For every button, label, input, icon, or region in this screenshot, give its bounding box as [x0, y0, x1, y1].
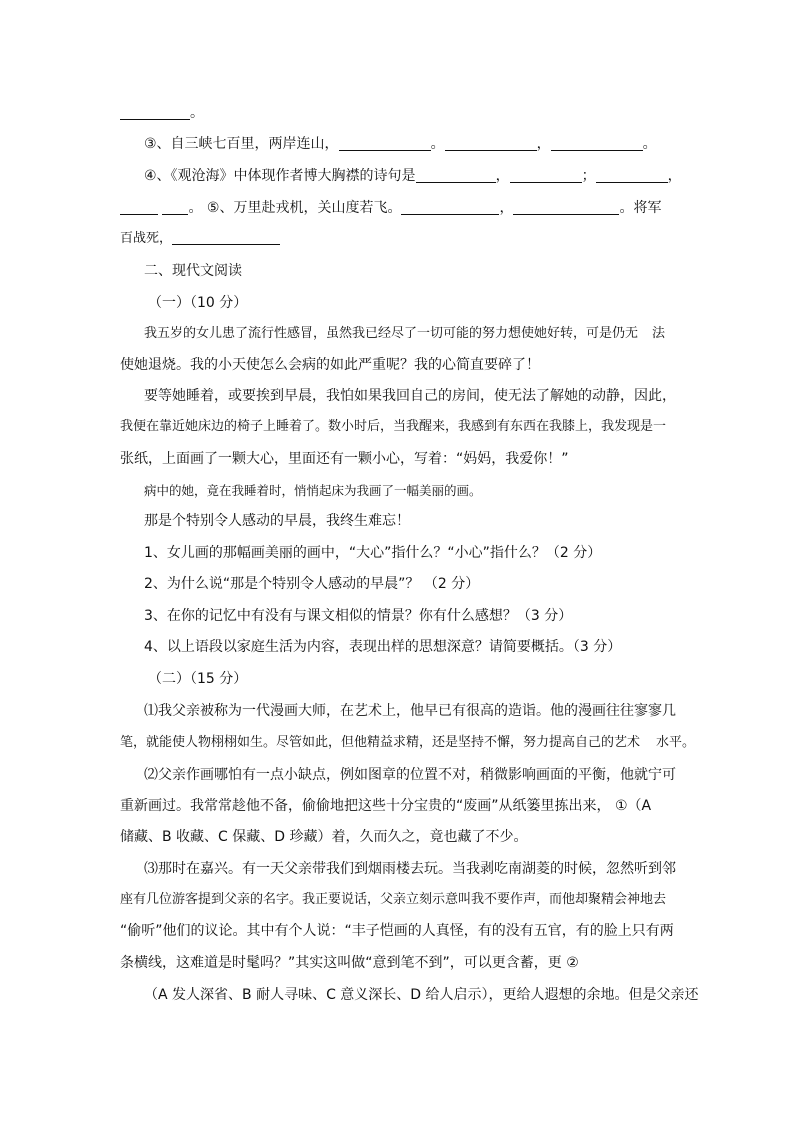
fill-text: ④、《观沧海》中体现作者博大胸襟的诗句是 [144, 168, 416, 184]
answer-blank [162, 200, 188, 215]
passage-2-line: 座有几位游客提到父亲的名字。我正要说话，父亲立刻示意叫我不要作声，而他却聚精会神地去 [120, 892, 667, 907]
fill-text: ； [581, 168, 596, 184]
fill-line-4 [120, 199, 661, 217]
passage-1-line: 使她退烧。我的小天使怎么会病的如此严重呢？我的心简直要碎了！ [120, 357, 540, 373]
answer-blank [172, 230, 280, 245]
question-3: 3、在你的记忆中有没有与课文相似的情景？你有什么感想？（3 分） [144, 608, 573, 624]
fill-text: ， [495, 168, 510, 184]
part-2-heading: （二）（15 分） [148, 671, 248, 687]
passage-2-line: 储藏、B 收藏、C 保藏、D 珍藏）着，久而久之，竟也藏了不少。 [120, 829, 528, 845]
passage-2-line: （A 发人深省、B 耐人寻味、C 意义深长、D 给人启示），更给人遐想的余地。但是父亲还 [144, 987, 699, 1003]
fill-line-3 [144, 167, 682, 185]
answer-blank [551, 136, 643, 151]
fill-text: ， [667, 168, 682, 184]
fill-text: ③、自三峡七百里，两岸连山， [144, 136, 339, 152]
answer-blank [416, 168, 496, 183]
fill-text: ， [536, 136, 551, 152]
fill-line-1 [120, 104, 204, 122]
fill-line-1-end: 。 [190, 105, 204, 121]
passage-1-line: 要等她睡着，或要挨到早晨，我怕如果我回自己的房间，使无法了解她的动静，因此， [144, 388, 676, 404]
fill-text: 。 [642, 136, 657, 152]
fill-text: 。 [430, 136, 445, 152]
passage-1-line: 我便在靠近她床边的椅子上睡着了。数小时后，当我醒来，我感到有东西在我膝上，我发现是一 [120, 419, 667, 434]
passage-2-line: ⑵父亲作画哪怕有一点小缺点，例如图章的位置不对，稍微影响画面的平衡，他就宁可 [144, 767, 676, 783]
passage-1-line: 张纸，上面画了一颗大心，里面还有一颗小心，写着：“妈妈，我爱你！” [120, 451, 569, 467]
answer-blank [596, 168, 668, 183]
fill-text: 百战死， [120, 231, 173, 246]
question-1: 1、女儿画的那幅画美丽的画中，“大心”指什么？“小心”指什么？（2 分） [144, 545, 602, 561]
fill-text: 。将军 [619, 200, 662, 216]
passage-1-line: 病中的她，竟在我睡着时，悄悄起床为我画了一幅美丽的画。 [144, 483, 482, 498]
answer-blank [513, 200, 619, 215]
passage-2-line: ⑴我父亲被称为一代漫画大师，在艺术上，他早已有很高的造诣。他的漫画往往寥寥几 [144, 703, 676, 719]
passage-2-line: ⑶那时在嘉兴。有一天父亲带我们到烟雨楼去玩。当我剥吃南湖菱的时候，忽然听到邻 [144, 861, 676, 877]
fill-text: ， [499, 200, 514, 216]
section-heading: 二、现代文阅读 [144, 263, 242, 279]
passage-2-line: 笔，就能使人物栩栩如生。尽管如此，但他精益求精，还是坚持不懈，努力提高自己的艺术 水平。 [120, 735, 696, 750]
passage-2-line: 重新画过。我常常趁他不备，偷偷地把这些十分宝贵的“废画”从纸篓里拣出来， ①（A [120, 798, 652, 814]
question-2: 2、为什么说“那是个特别令人感动的早晨”？ （2 分） [144, 576, 480, 592]
passage-1-line: 我五岁的女儿患了流行性感冒，虽然我已经尽了一切可能的努力想使她好转，可是仍无 法 [144, 326, 666, 341]
passage-2-line: “偷听”他们的议论。其中有个人说：“丰子恺画的人真怪，有的没有五官，有的脸上只有两 [120, 923, 674, 939]
answer-blank [401, 200, 499, 215]
part-1-heading: （一）（10 分） [148, 295, 248, 311]
question-4: 4、以上语段以家庭生活为内容，表现出样的思想深意？请简要概括。（3 分） [144, 639, 622, 655]
fill-line-5 [120, 230, 280, 248]
passage-1-line: 那是个特别令人感动的早晨，我终生难忘！ [144, 513, 410, 529]
answer-blank [445, 136, 537, 151]
answer-blank [120, 200, 158, 215]
answer-blank [339, 136, 431, 151]
fill-text: 。 ⑤、万里赴戎机，关山度若飞。 [188, 200, 402, 216]
answer-blank [120, 105, 190, 120]
passage-2-line: 条横线，这难道是时髦吗？”其实这叫做“意到笔不到”，可以更含蓄，更 ② [120, 955, 579, 971]
answer-blank [510, 168, 582, 183]
fill-line-2 [144, 135, 657, 153]
